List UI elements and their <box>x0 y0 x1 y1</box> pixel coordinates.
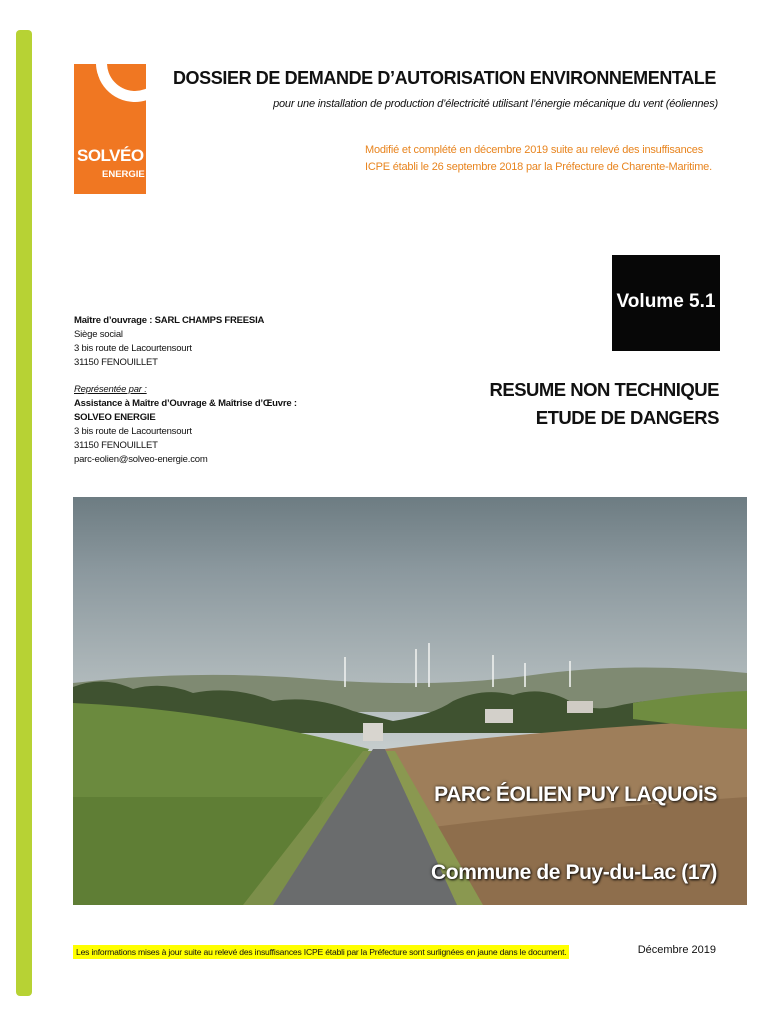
document-title: DOSSIER DE DEMANDE D’AUTORISATION ENVIRONNEMENTALE <box>172 68 716 88</box>
report-title-line1: RESUME NON TECHNIQUE <box>489 379 719 400</box>
green-side-bar <box>16 30 32 996</box>
landscape-illustration <box>73 497 747 905</box>
representative-company: SOLVEO ENERGIE <box>74 412 156 423</box>
commune-name: Commune de Puy-du-Lac (17) <box>431 861 717 884</box>
report-title <box>490 376 720 432</box>
logo-arc-icon <box>85 64 146 113</box>
report-title-line2: ETUDE DE DANGERS <box>535 407 719 428</box>
logo-sub: ENERGIE <box>102 169 145 180</box>
representative-line: 3 bis route de Lacourtensourt <box>74 426 192 437</box>
park-name: PARC ÉOLIEN PUY LAQUOiS <box>434 783 717 806</box>
representative-label: Représentée par : <box>74 384 147 395</box>
solveo-logo <box>74 64 146 194</box>
owner-label: Maître d’ouvrage : SARL CHAMPS FREESIA <box>74 315 265 326</box>
representative-role: Assistance à Maître d’Ouvrage & Maîtrise d’Œuvre : <box>74 398 297 409</box>
logo-brand: SOLVÉO <box>77 146 144 165</box>
owner-line: 3 bis route de Lacourtensourt <box>74 343 192 354</box>
owner-info <box>74 314 374 467</box>
representative-email: parc-eolien@solveo-energie.com <box>74 454 208 465</box>
document-subtitle: pour une installation de production d’électricité utilisant l’énergie mécanique du vent (éoliennes) <box>273 98 718 110</box>
representative-line: 31150 FENOUILLET <box>74 440 158 451</box>
owner-line: 31150 FENOUILLET <box>74 357 158 368</box>
modification-note: Modifié et complété en décembre 2019 suite au relevé des insuffisances ICPE établi le 26 septembre 2018 par la Préfecture de Charente-Maritime. <box>365 144 712 173</box>
owner-line: Siège social <box>74 329 123 340</box>
document-date: Décembre 2019 <box>637 944 716 956</box>
highlight-note: Les informations mises à jour suite au relevé des insuffisances ICPE établi par la Préfecture sont surlignées en jaune dans le document. <box>73 945 569 959</box>
volume-badge: Volume 5.1 <box>612 255 720 351</box>
landscape-photo <box>73 497 747 905</box>
